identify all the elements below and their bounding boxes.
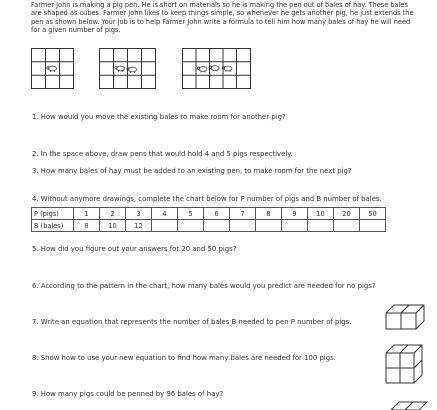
table-row	[32, 220, 386, 232]
question-1: 1. How would you move the existing bales to make room for another pig?	[32, 113, 286, 121]
b-cell: 12	[126, 220, 152, 232]
b-cell	[230, 220, 256, 232]
b-cell	[256, 220, 282, 232]
pig-icon	[127, 67, 137, 73]
b-cell	[178, 220, 204, 232]
p-cell: 4	[152, 208, 178, 220]
intro-line: Farmer John is making a pig pen. He is short on materials so he is making the pen out of bales of hay. These bales	[31, 1, 408, 9]
b-cell	[334, 220, 360, 232]
pen-1-pig	[31, 48, 75, 90]
question-5: 5. How did you figure out your answers for 20 and 50 pigs?	[32, 245, 237, 253]
intro-line: pen as shown below. Your job is to help Farmer John write a formula to tell him how many bales of hay he will need	[31, 17, 411, 26]
question-6: 6. According to the pattern in the chart, how many bales would you predict are needed for no pigs?	[32, 282, 376, 290]
p-cell: 6	[204, 208, 230, 220]
question-8: 8. Show how to use your new equation to find how many bales are needed for 100 pigs.	[32, 354, 336, 362]
stacked-cubes-illustration	[381, 343, 437, 387]
pigs-bales-chart	[31, 207, 386, 232]
row-header-pigs: P (pigs)	[32, 208, 74, 220]
question-4: 4. Without anymore drawings, complete the chart below for P number of pigs and B number of bales.	[32, 195, 382, 203]
p-cell: 50	[360, 208, 386, 220]
b-cell	[308, 220, 334, 232]
intro-paragraph	[31, 1, 437, 35]
intro-line: for a given number of pigs.	[31, 26, 121, 35]
intro-line: are shaped as cubes. Farmer John likes to keep things simple, so whenever he gets another pig, he just extends the	[31, 9, 414, 18]
table-row	[32, 208, 386, 220]
p-cell: 20	[334, 208, 360, 220]
pig-icon	[222, 66, 232, 72]
question-2: 2. In the space above, draw pens that would hold 4 and 5 pigs respectively.	[32, 150, 293, 158]
p-cell: 9	[282, 208, 308, 220]
p-cell: 1	[74, 208, 100, 220]
p-cell: 8	[256, 208, 282, 220]
question-3: 3. How many bales of hay must be added to an existing pen, to make room for the next pig?	[32, 167, 352, 175]
p-cell: 10	[308, 208, 334, 220]
question-9: 9. How many pigs could be penned by 96 bales of hay?	[32, 390, 224, 398]
b-cell: 10	[100, 220, 126, 232]
pen-3-pigs	[182, 48, 251, 90]
pig-icon	[115, 66, 125, 72]
two-cubes-illustration	[383, 302, 437, 332]
p-cell: 3	[126, 208, 152, 220]
b-cell	[204, 220, 230, 232]
p-cell: 2	[100, 208, 126, 220]
b-cell	[360, 220, 386, 232]
question-7: 7. Write an equation that represents the number of bales B needed to pen P number of pigs.	[32, 318, 352, 326]
p-cell: 7	[230, 208, 256, 220]
pig-icon	[209, 66, 219, 72]
row-header-bales: B (bales)	[32, 220, 74, 232]
pig-icon	[47, 66, 57, 72]
pen-2-pigs	[99, 48, 156, 90]
b-cell	[152, 220, 178, 232]
partial-cubes-illustration	[387, 401, 437, 410]
p-cell: 5	[178, 208, 204, 220]
b-cell: 8	[74, 220, 100, 232]
pig-icon	[197, 67, 207, 73]
b-cell	[282, 220, 308, 232]
